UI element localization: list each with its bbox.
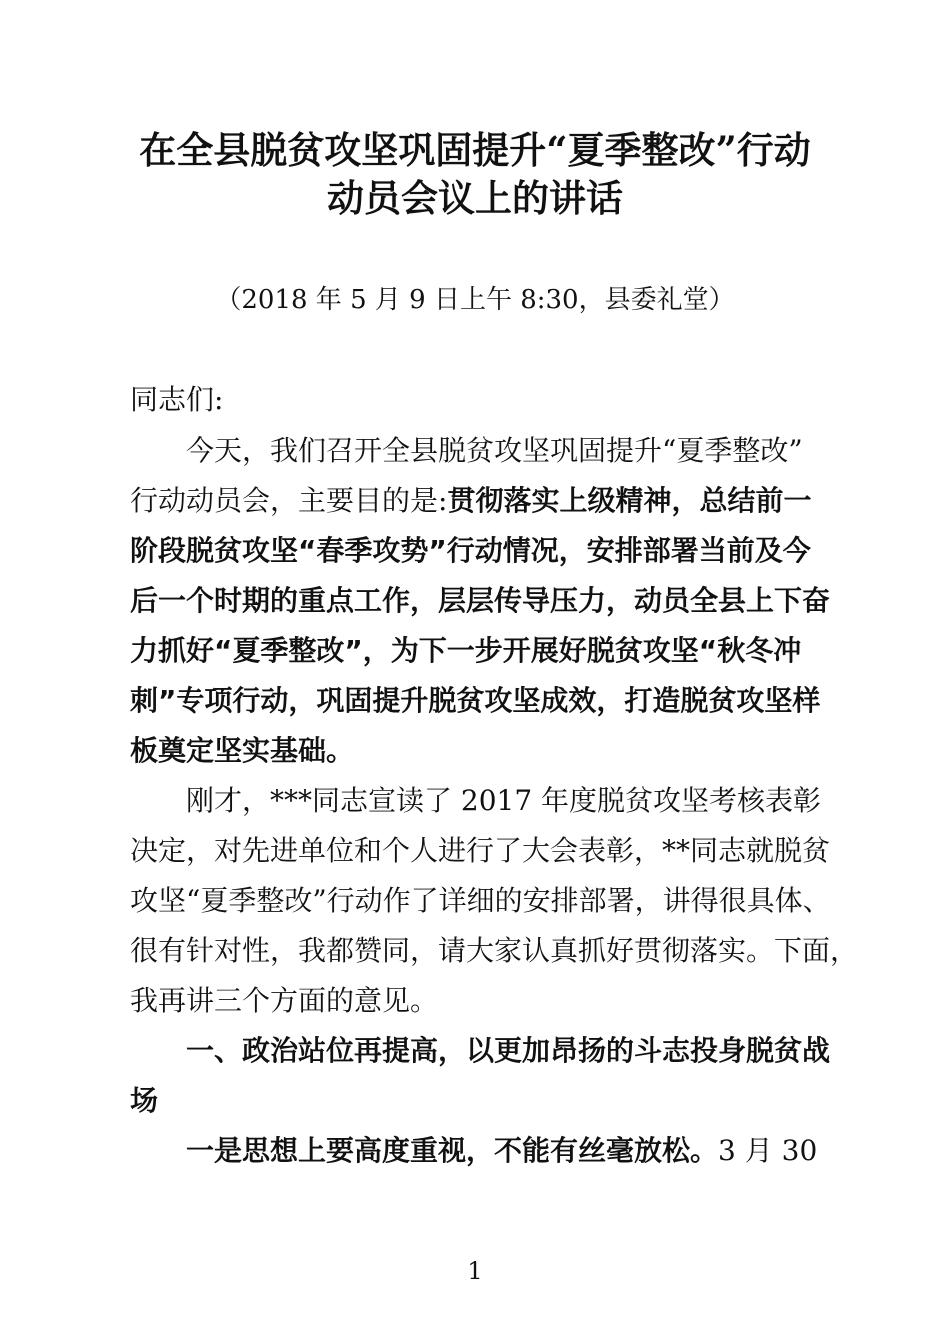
paragraph-line: 决定，对先进单位和个人进行了大会表彰，**同志就脱贫: [130, 834, 831, 867]
document-title: [60, 126, 890, 222]
emphasized-line: 力抓好“夏季整改”，为下一步开展好脱贫攻坚“秋冬冲: [130, 634, 802, 667]
paragraph-meeting-review: [130, 776, 859, 1026]
title-line-1: 在全县脱贫攻坚巩固提升“夏季整改”行动: [139, 128, 811, 172]
paragraph-text: 行动动员会，主要目的是:: [130, 484, 448, 517]
heading-line: 一、政治站位再提高，以更加昂扬的斗志投身脱贫战: [186, 1034, 831, 1067]
section-heading-1: [130, 1026, 830, 1126]
emphasized-line: 后一个时期的重点工作，层层传导压力，动员全县上下奋: [130, 584, 831, 617]
paragraph-line: [130, 1126, 830, 1176]
speech-date-location: （2018 年 5 月 9 日上午 8:30，县委礼堂）: [215, 285, 735, 315]
emphasized-line: 刺”专项行动，巩固提升脱贫攻坚成效，打造脱贫攻坚样: [130, 684, 821, 717]
paragraph-line: 今天，我们召开全县脱贫攻坚巩固提升“夏季整改”: [186, 434, 803, 467]
title-line-2: 动员会议上的讲话: [327, 176, 623, 220]
paragraph-intro: [130, 426, 830, 776]
emphasized-text: 贯彻落实上级精神，总结前一: [447, 484, 812, 517]
paragraph-line: 攻坚“夏季整改”行动作了详细的安排部署，讲得很具体、: [130, 884, 831, 917]
paragraph-text: 3 月 30: [718, 1134, 818, 1167]
paragraph-line: 刚才，***同志宣读了 2017 年度脱贫攻坚考核表彰: [186, 784, 822, 817]
paragraph-line: [130, 476, 830, 526]
paragraph-line: 很有针对性，我都赞同，请大家认真抓好贯彻落实。下面，: [130, 934, 859, 967]
emphasized-text: 一是思想上要高度重视，不能有丝毫放松。: [186, 1134, 719, 1167]
emphasized-line: 阶段脱贫攻坚“春季攻势”行动情况，安排部署当前及今: [130, 534, 811, 567]
page-number: 1: [467, 1257, 483, 1285]
heading-line: 场: [130, 1084, 159, 1117]
paragraph-line: 我再讲三个方面的意见。: [130, 984, 439, 1017]
greeting: 同志们:: [130, 383, 224, 416]
paragraph-point-one: [130, 1126, 830, 1176]
emphasized-line: 板奠定坚实基础。: [130, 734, 355, 767]
